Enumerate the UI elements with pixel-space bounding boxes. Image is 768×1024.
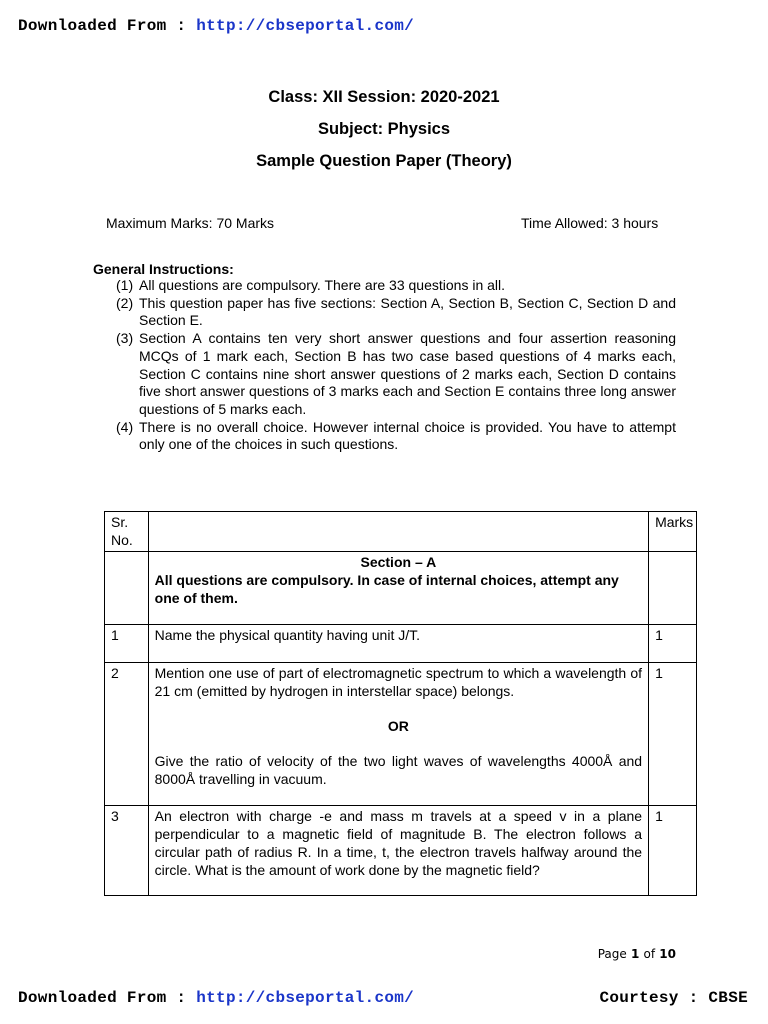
table-header-row	[105, 512, 697, 552]
table-row	[105, 663, 697, 806]
question-header	[148, 512, 648, 552]
page-of: of	[643, 947, 656, 961]
row-question: Mention one use of part of electromagnetic spectrum to which a wavelength of 21 cm (emitted by hydrogen in interstellar space) belongs.	[154, 665, 643, 699]
section-marks-cell	[649, 552, 697, 625]
download-banner-bottom	[18, 989, 414, 1007]
instruction-number: (2)	[116, 294, 134, 311]
table-row	[105, 806, 697, 896]
instruction-number: (4)	[116, 418, 134, 435]
instruction-text: All questions are compulsory. There are 33 questions in all.	[139, 277, 506, 293]
question-table	[104, 511, 697, 896]
marks-header: Marks	[649, 512, 697, 552]
instruction-item	[116, 330, 676, 419]
row-marks: 1	[649, 625, 697, 663]
page-number	[598, 947, 676, 961]
download-banner-top	[18, 17, 414, 35]
courtesy-label: Courtesy : CBSE	[599, 989, 748, 1007]
instruction-number: (1)	[116, 277, 134, 293]
downloaded-from-label: Downloaded From :	[18, 989, 187, 1007]
class-session-heading: Class: XII Session: 2020-2021	[268, 88, 500, 106]
downloaded-from-label: Downloaded From :	[18, 17, 187, 35]
source-link[interactable]: http://cbseportal.com/	[196, 989, 415, 1007]
current-page: 1	[630, 947, 640, 961]
instruction-item	[116, 419, 676, 454]
instructions-list	[116, 277, 676, 454]
subject-heading: Subject: Physics	[317, 120, 451, 138]
section-note: All questions are compulsory. In case of internal choices, attempt any one of them.	[154, 572, 619, 606]
row-question: An electron with charge -e and mass m travels at a speed v in a plane perpendicular to a magnetic field of magnitude B. The electron follows a circular path of radius R. In a time, t, the electron travels halfway around the circle. What is the amount of work done by the magnetic field?	[148, 806, 648, 896]
or-label: OR	[387, 718, 409, 734]
instructions-title: General Instructions:	[93, 261, 234, 277]
time-allowed: Time Allowed: 3 hours	[521, 215, 659, 231]
row-marks: 1	[649, 663, 697, 806]
instruction-number: (3)	[116, 330, 134, 347]
section-cell	[148, 552, 648, 625]
instruction-text: There is no overall choice. However internal choice is provided. You have to attempt only one of the choices in such questions.	[139, 418, 676, 453]
source-link[interactable]: http://cbseportal.com/	[196, 17, 415, 35]
row-sr: 2	[105, 663, 149, 806]
instruction-item	[116, 295, 676, 330]
instruction-item	[116, 277, 676, 295]
row-sr: 3	[105, 806, 149, 896]
sr-no-header: Sr. No.	[105, 512, 149, 552]
row-question-cell	[148, 663, 648, 806]
page-label: Page	[597, 947, 627, 961]
row-alt-question: Give the ratio of velocity of the two light waves of wavelengths 4000Å and 8000Å travelling in vacuum.	[154, 753, 643, 787]
max-marks: Maximum Marks: 70 Marks	[106, 215, 275, 231]
table-row	[105, 625, 697, 663]
total-pages: 10	[659, 947, 676, 961]
row-question: Name the physical quantity having unit J/T.	[148, 625, 648, 663]
section-row	[105, 552, 697, 625]
section-title: Section – A	[360, 554, 437, 570]
paper-title: Sample Question Paper (Theory)	[256, 152, 512, 170]
instruction-text: This question paper has five sections: Section A, Section B, Section C, Section D and Section E.	[139, 294, 676, 329]
row-marks: 1	[649, 806, 697, 896]
section-sr-cell	[105, 552, 149, 625]
instruction-text: Section A contains ten very short answer questions and four assertion reasoning MCQs of 1 mark each, Section B has two case based questions of 4 marks each, Section C contains nine short answer questions of 2 marks each, Section D contains five short answer questions of 3 marks each and Section E contains three long answer questions of 5 marks each.	[139, 330, 676, 417]
row-sr: 1	[105, 625, 149, 663]
